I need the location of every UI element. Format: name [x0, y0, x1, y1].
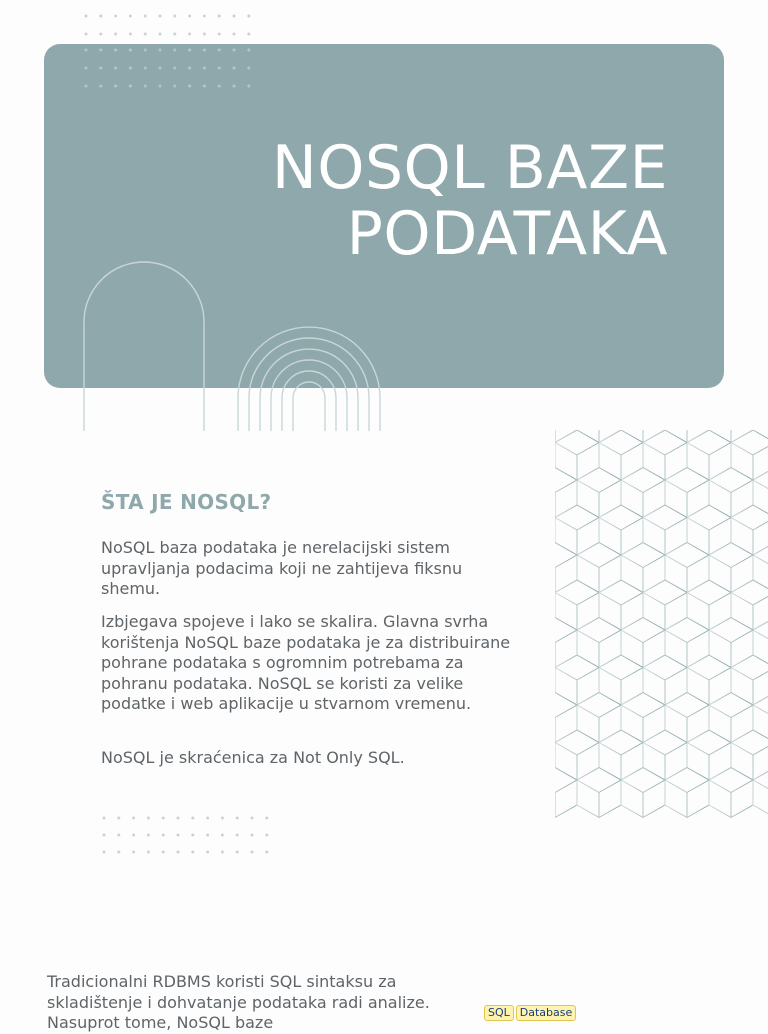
decor-dot: [247, 15, 250, 18]
decor-dot: [144, 85, 147, 88]
decor-dot: [188, 85, 191, 88]
decor-dot: [132, 817, 135, 820]
decor-dot: [103, 851, 106, 854]
decor-dot: [191, 834, 194, 837]
cube-outline: [599, 430, 643, 480]
cube-outline: [555, 693, 577, 743]
decor-dot: [85, 15, 88, 18]
decor-dot: [218, 49, 221, 52]
arch-ring-5: [282, 371, 336, 431]
arch-ring-6: [293, 382, 325, 431]
decor-dot: [221, 851, 224, 854]
decor-dot: [236, 851, 239, 854]
cube-outline: [555, 768, 577, 818]
decor-dot: [147, 851, 150, 854]
sql-label: SQL: [484, 1005, 514, 1021]
cube-outline: [687, 730, 731, 780]
cube-outline: [577, 768, 621, 818]
decor-dot: [251, 851, 254, 854]
decor-dot: [147, 834, 150, 837]
arch-ring-3: [260, 349, 358, 431]
cube-outline: [753, 618, 768, 668]
sql-database-diagram-label: [484, 1004, 576, 1021]
cube-outline: [709, 693, 753, 743]
cube-outline: [687, 580, 731, 630]
cube-outline: [577, 693, 621, 743]
cube-outline: [643, 505, 687, 555]
cube-outline: [753, 543, 768, 593]
decor-dot: [265, 834, 268, 837]
cube-outline: [621, 543, 665, 593]
cube-outline: [665, 768, 709, 818]
decor-dot: [85, 33, 88, 36]
decor-dot: [173, 15, 176, 18]
arch-decoration: [80, 258, 390, 433]
cube-outline: [709, 543, 753, 593]
decor-dot: [188, 49, 191, 52]
cube-outline: [621, 618, 665, 668]
decor-dot: [114, 15, 117, 18]
decor-dot: [117, 834, 120, 837]
cube-outline: [665, 430, 709, 443]
cube-outline: [621, 430, 665, 443]
page-title-line-1: NOSQL BAZE: [271, 133, 668, 203]
cube-outline: [577, 543, 621, 593]
decor-dot: [99, 85, 102, 88]
cube-outline: [577, 468, 621, 518]
decor-dot: [129, 85, 132, 88]
decor-dot: [147, 817, 150, 820]
decor-dot: [233, 67, 236, 70]
cube-outline: [555, 430, 599, 480]
cube-outline: [577, 430, 621, 443]
decor-dot: [188, 15, 191, 18]
decor-dot: [129, 15, 132, 18]
decor-dot: [247, 67, 250, 70]
cube-outline: [665, 693, 709, 743]
decor-dot: [132, 851, 135, 854]
decor-dot: [203, 49, 206, 52]
decor-dot: [251, 834, 254, 837]
decor-dot: [129, 49, 132, 52]
decor-dot: [103, 817, 106, 820]
decor-dot: [99, 15, 102, 18]
page-title-line-2: PODATAKA: [346, 199, 668, 269]
decor-dot: [114, 49, 117, 52]
cube-outline: [709, 618, 753, 668]
cube-outline: [621, 693, 665, 743]
decor-dot: [103, 834, 106, 837]
cube-outline: [555, 580, 599, 630]
decor-dot: [191, 817, 194, 820]
decor-dot: [203, 15, 206, 18]
decor-dot: [247, 49, 250, 52]
decor-dot: [159, 85, 162, 88]
decor-dot: [162, 851, 165, 854]
decor-dot: [159, 49, 162, 52]
decor-dot: [251, 817, 254, 820]
decor-dot: [247, 33, 250, 36]
cube-outline: [731, 580, 768, 630]
decor-dot: [162, 817, 165, 820]
decor-dot: [99, 49, 102, 52]
decor-dot: [236, 834, 239, 837]
decor-dot: [117, 851, 120, 854]
cube-outline: [731, 430, 768, 480]
decor-dot: [218, 15, 221, 18]
arch-large: [84, 262, 204, 431]
cube-outline: [687, 430, 731, 480]
cube-outline: [753, 430, 768, 443]
decor-dot: [203, 67, 206, 70]
cube-outline: [643, 430, 687, 480]
decor-dot: [114, 85, 117, 88]
cube-outline: [643, 580, 687, 630]
cube-outline: [621, 468, 665, 518]
cube-outline: [687, 505, 731, 555]
decor-dot: [191, 851, 194, 854]
cube-outline: [665, 543, 709, 593]
decor-dot: [85, 49, 88, 52]
cube-outline: [599, 730, 643, 780]
cube-outline: [665, 618, 709, 668]
cube-outline: [555, 618, 577, 668]
cube-outline: [599, 580, 643, 630]
cube-outline: [555, 543, 577, 593]
cube-outline: [709, 430, 753, 443]
decor-dot: [85, 67, 88, 70]
cube-outline: [555, 730, 599, 780]
decor-dot: [206, 851, 209, 854]
decor-dot: [188, 67, 191, 70]
decor-dot: [173, 33, 176, 36]
cube-outline: [731, 505, 768, 555]
cube-outline: [599, 655, 643, 705]
paragraph-purpose: Izbjegava spojeve i lako se skalira. Glavna svrha korištenja NoSQL baze podataka je za distribuirane pohrane podataka s ogromnim potrebama za pohranu podataka. NoSQL se koristi za velike podatke i web aplikacije u stvarnom vremenu.: [101, 612, 511, 713]
decor-dot: [218, 67, 221, 70]
cube-outline: [555, 468, 577, 518]
decor-dot: [144, 33, 147, 36]
decor-dot: [117, 817, 120, 820]
decor-dot: [177, 851, 180, 854]
decor-dot: [173, 85, 176, 88]
decor-dot: [159, 33, 162, 36]
cube-outline: [665, 468, 709, 518]
decor-dot: [221, 834, 224, 837]
arch-ring-2: [249, 338, 369, 431]
decor-dot: [159, 15, 162, 18]
decor-dot: [85, 85, 88, 88]
dot-grid-bottom: [98, 812, 283, 857]
cube-outline: [555, 505, 599, 555]
decor-dot: [129, 33, 132, 36]
cube-outline: [577, 618, 621, 668]
paragraph-rdbms: Tradicionalni RDBMS koristi SQL sintaksu za skladištenje i dohvatanje podataka radi analize. Nasuprot tome, NoSQL baze: [47, 972, 430, 1032]
decor-dot: [173, 67, 176, 70]
page-title: [272, 135, 668, 267]
decor-dot: [173, 49, 176, 52]
decor-dot: [114, 33, 117, 36]
decor-dot: [206, 817, 209, 820]
decor-dot: [218, 33, 221, 36]
cube-outline: [731, 655, 768, 705]
decor-dot: [233, 85, 236, 88]
decor-dot: [265, 851, 268, 854]
decor-dot: [99, 33, 102, 36]
decor-dot: [233, 49, 236, 52]
decor-dot: [247, 85, 250, 88]
cube-outline: [621, 768, 665, 818]
decor-dot: [159, 67, 162, 70]
cube-outline: [709, 468, 753, 518]
cube-pattern-decoration: [555, 430, 768, 865]
cube-outline: [753, 468, 768, 518]
decor-dot: [129, 67, 132, 70]
database-label: Database: [516, 1005, 577, 1021]
decor-dot: [206, 834, 209, 837]
decor-dot: [236, 817, 239, 820]
decor-dot: [144, 15, 147, 18]
decor-dot: [265, 817, 268, 820]
decor-dot: [162, 834, 165, 837]
decor-dot: [221, 817, 224, 820]
decor-dot: [188, 33, 191, 36]
cube-outline: [753, 768, 768, 818]
decor-dot: [203, 85, 206, 88]
decor-dot: [144, 49, 147, 52]
decor-dot: [177, 834, 180, 837]
paragraph-definition: NoSQL baza podataka je nerelacijski sistem upravljanja podacima koji ne zahtijeva fiksnu shemu.: [101, 538, 463, 598]
cube-outline: [599, 505, 643, 555]
cube-outline: [555, 655, 599, 705]
cube-outline: [753, 693, 768, 743]
decor-dot: [233, 15, 236, 18]
dot-grid-hero: [80, 44, 265, 94]
decor-dot: [132, 834, 135, 837]
decor-dot: [233, 33, 236, 36]
decor-dot: [144, 67, 147, 70]
decor-dot: [203, 33, 206, 36]
decor-dot: [177, 817, 180, 820]
cube-outline: [643, 730, 687, 780]
decor-dot: [99, 67, 102, 70]
cube-outline: [643, 655, 687, 705]
cube-outline: [731, 730, 768, 780]
decor-dot: [114, 67, 117, 70]
cube-outline: [709, 768, 753, 818]
paragraph-abbreviation: NoSQL je skraćenica za Not Only SQL.: [101, 748, 405, 767]
section-heading: ŠTA JE NOSQL?: [101, 490, 272, 514]
decor-dot: [218, 85, 221, 88]
cube-outline: [687, 655, 731, 705]
